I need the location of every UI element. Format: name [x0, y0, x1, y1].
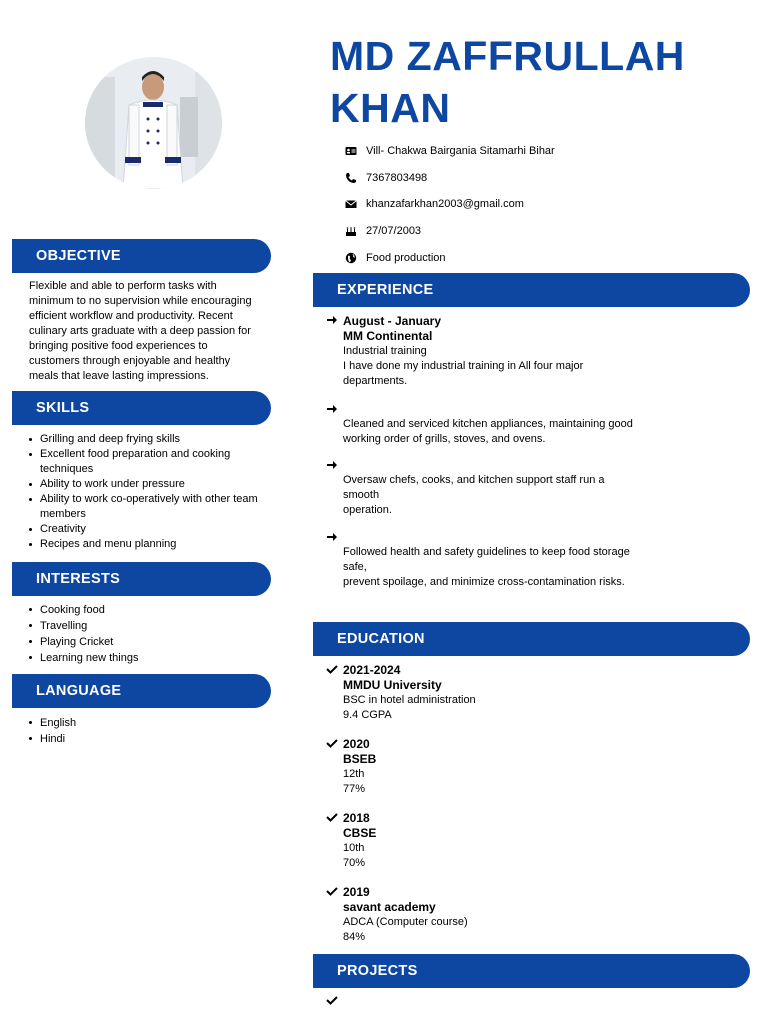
- check-icon: [326, 663, 338, 675]
- experience-duty: [326, 531, 666, 590]
- duty-line: Cleaned and serviced kitchen appliances, maintaining good: [343, 418, 633, 430]
- id-card-icon: [345, 145, 357, 157]
- email-text[interactable]: khanzafarkhan2003@gmail.com: [366, 198, 524, 210]
- education-course: 12th: [343, 768, 365, 780]
- skill-item: Ability to work under pressure: [12, 477, 282, 492]
- education-entry: [326, 663, 666, 723]
- check-icon: [326, 737, 338, 749]
- education-header: EDUCATION: [313, 622, 750, 656]
- education-year: 2018: [343, 811, 370, 825]
- education-school: savant academy: [343, 900, 436, 914]
- interest-item: Learning new things: [12, 650, 272, 666]
- education-year: 2019: [343, 885, 370, 899]
- address-text: Vill- Chakwa Bairgania Sitamarhi Bihar: [366, 145, 555, 157]
- arrow-right-icon: [326, 459, 338, 471]
- objective-line: customers through enjoyable and healthy: [29, 355, 231, 367]
- experience-company: MM Continental: [343, 329, 433, 343]
- experience-header: EXPERIENCE: [313, 273, 750, 307]
- chef-portrait-image: [85, 57, 222, 189]
- education-course: ADCA (Computer course): [343, 916, 468, 928]
- objective-text: [29, 279, 274, 384]
- education-year: 2021-2024: [343, 663, 401, 677]
- experience-desc: I have done my industrial training in All four major: [343, 360, 584, 372]
- education-school: MMDU University: [343, 678, 442, 692]
- education-score: 84%: [343, 931, 366, 943]
- language-item: English: [12, 715, 272, 731]
- interest-item: Cooking food: [12, 602, 272, 618]
- objective-line: Flexible and able to perform tasks with: [29, 280, 217, 292]
- skill-item: Excellent food preparation and cooking techniques: [12, 447, 282, 477]
- skill-item: Grilling and deep frying skills: [12, 432, 282, 447]
- phone-icon: [345, 172, 357, 184]
- duty-line: Oversaw chefs, cooks, and kitchen support staff run a: [343, 474, 605, 486]
- skills-list: [12, 432, 282, 552]
- education-entry: [326, 885, 666, 945]
- objective-line: efficient workflow and productivity. Recent: [29, 310, 233, 322]
- experience-desc: departments.: [343, 375, 408, 387]
- interest-item: Playing Cricket: [12, 634, 272, 650]
- interests-list: [12, 602, 272, 666]
- experience-duty: [326, 403, 666, 447]
- interest-item: Travelling: [12, 618, 272, 634]
- skill-item: Ability to work co-operatively with other team members: [12, 492, 282, 522]
- check-icon: [326, 885, 338, 897]
- experience-period: August - January: [343, 314, 442, 328]
- globe-icon: [345, 252, 357, 264]
- skill-item: Recipes and menu planning: [12, 537, 282, 552]
- interests-header: INTERESTS: [12, 562, 271, 596]
- education-school: BSEB: [343, 752, 377, 766]
- language-header: LANGUAGE: [12, 674, 271, 708]
- duty-line: operation.: [343, 504, 392, 516]
- duty-line: prevent spoilage, and minimize cross-contamination risks.: [343, 576, 625, 588]
- education-entry: [326, 811, 666, 871]
- education-course: 10th: [343, 842, 365, 854]
- duty-line: safe,: [343, 561, 367, 573]
- contact-address: [345, 145, 555, 157]
- arrow-right-icon: [326, 314, 338, 326]
- duty-line: Followed health and safety guidelines to keep food storage: [343, 546, 630, 558]
- education-score: 9.4 CGPA: [343, 709, 392, 721]
- contact-email: [345, 198, 524, 210]
- skills-header: SKILLS: [12, 391, 271, 425]
- field-text: Food production: [366, 252, 446, 264]
- envelope-icon: [345, 198, 357, 210]
- check-icon: [326, 811, 338, 823]
- language-item: Hindi: [12, 731, 272, 747]
- languages-list: [12, 715, 272, 747]
- education-course: BSC in hotel administration: [343, 694, 476, 706]
- dob-text: 27/07/2003: [366, 225, 422, 237]
- contact-phone: [345, 172, 427, 184]
- objective-header: OBJECTIVE: [12, 239, 271, 273]
- education-score: 70%: [343, 857, 366, 869]
- contact-dob: [345, 225, 421, 237]
- check-icon: [326, 994, 338, 1006]
- duty-line: smooth: [343, 489, 380, 501]
- objective-line: culinary arts graduate with a deep passion for: [29, 325, 251, 337]
- contact-field: [345, 252, 446, 264]
- arrow-right-icon: [326, 403, 338, 415]
- duty-line: working order of grills, stoves, and ovens.: [343, 433, 546, 445]
- objective-line: bringing positive food experiences to: [29, 340, 208, 352]
- candidate-name: MD ZAFFRULLAH KHAN: [330, 33, 685, 131]
- phone-text[interactable]: 7367803498: [366, 172, 428, 184]
- education-entry: [326, 737, 666, 797]
- objective-line: meals that leave lasting impressions.: [29, 370, 209, 382]
- skill-item: Creativity: [12, 522, 282, 537]
- experience-role: Industrial training: [343, 345, 427, 357]
- projects-header: PROJECTS: [313, 954, 750, 988]
- objective-line: minimum to no supervision while encouraging: [29, 295, 252, 307]
- birthday-cake-icon: [345, 225, 357, 237]
- education-school: CBSE: [343, 826, 377, 840]
- education-score: 77%: [343, 783, 366, 795]
- arrow-right-icon: [326, 531, 338, 543]
- education-year: 2020: [343, 737, 370, 751]
- experience-duty: [326, 459, 666, 518]
- profile-photo: [85, 57, 222, 189]
- experience-entry: [326, 314, 666, 389]
